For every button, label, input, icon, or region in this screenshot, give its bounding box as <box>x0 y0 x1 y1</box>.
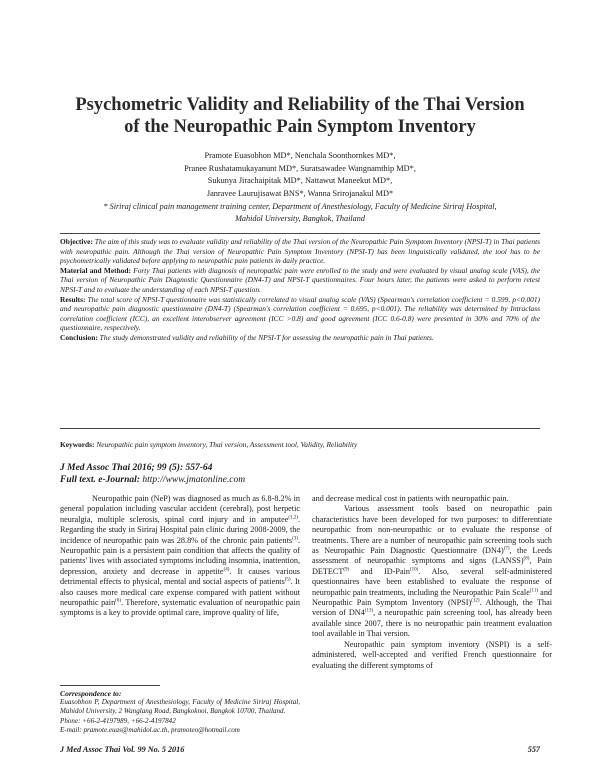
affiliation-line: * Siriraj clinical pain management training center, Department of Anesthesiology, Faculty of Medicine Siriraj Hospital, <box>103 202 497 211</box>
results-text: The total score of NPSI-T questionnaire was statistically correlated to visual analog scale (VAS) (Spearman's correlation coefficient = 0.599, p<0.001) and neuropathic pain diagnostic questionnaire (DN4-T) (Spearman's correlation coefficient = 0.695, p<0.001). The reliability was determined by Intraclass correlation coefficient (ICC), an excellent interobserver agreement (ICC >0.8) and good agreement (ICC 0.6-0.8) were presented in 30% and 70% of the questionnaire, respectively. <box>60 294 540 333</box>
page-number: 557 <box>527 745 540 754</box>
affiliation-line: Mahidol University, Bangkok, Thailand <box>235 213 365 223</box>
body-paragraph: Neuropathic pain (NeP) was diagnosed as much as 6.8-8.2% in general population including vascular accident (cerebral), post herpetic neuralgia, multiple sclerosis, spinal cord injury and in amputee$^{(1,2)}$. Regarding the study in Siriraj Hospital pain clinic during 2008-2009, the incidence of neuropathic pain was 28.8% of the chronic pain patients$^{(3)}$. Neuropathic pain is a persistent pain condition that affects the quality of patients' lives with associated symptoms including insomnia, inattention, depression, anxiety and decrease in appetite$^{(4)}$. It causes various detrimental effects to physical, mental and social aspects of patients$^{(5)}$. It also causes more medical care expense compared with patient without neuropathic pain$^{(6)}$. Therefore, systematic evaluation of neuropathic pain symptoms is a key to provide optimal care, improve quality of life, <box>60 494 300 618</box>
reference-mark: (12) <box>471 598 480 604</box>
fulltext-label: Full text. e-Journal: <box>60 475 140 485</box>
abstract-objective <box>60 237 540 266</box>
reference-mark: (6) <box>115 598 122 604</box>
reference-mark: (4) <box>223 567 230 573</box>
correspondence-heading: Correspondence to: <box>60 689 122 698</box>
title-line: of the Neuropathic Pain Symptom Inventory <box>124 117 476 137</box>
abstract-bottom-rule <box>60 428 540 429</box>
reference-mark: (3) <box>292 535 298 541</box>
keywords <box>60 440 540 450</box>
keywords-text: Neuropathic pain symptom inventory, Thai version, Assessment tool, Validity, Reliability <box>94 440 358 449</box>
abstract-methods <box>60 266 540 295</box>
article-title <box>60 94 540 138</box>
reference-mark: (5) <box>284 577 291 583</box>
reference-mark: (1,2) <box>288 515 298 521</box>
methods-text: Forty Thai patients with diagnosis of neuropathic pain were enrolled to the study and were evaluated by visual analog scale (VAS), the Thai version of Neuropathic Pain Diagnostic Questionnaire (DN4-T) and NPSI-T questionnaires. Four hours later, the patients were asked to perform retest NPSI-T and to evaluate the understanding of each NPSI-T question. <box>60 265 540 294</box>
reference-mark: (13) <box>364 608 374 614</box>
abstract-results <box>60 295 540 333</box>
results-label: Results: <box>60 294 86 304</box>
author-list <box>120 150 480 200</box>
title-line: Psychometric Validity and Reliability of the Thai Version <box>75 95 525 115</box>
citation: J Med Assoc Thai 2016; 99 (5): 557-64 <box>60 463 213 473</box>
conclusion-label: Conclusion: <box>60 332 98 342</box>
reference-mark: (10) <box>410 567 419 573</box>
journal-reference <box>60 462 540 486</box>
fulltext-link[interactable]: http://www.jmatonline.com <box>139 475 246 485</box>
author-line: Sukunya Jirachaipitak MD*, Nattawut Maneekut MD*, <box>207 176 393 186</box>
author-line: Janravee Laurujisawat BNS*, Wanna Srirojanakul MD* <box>206 188 394 198</box>
objective-label: Objective: <box>60 237 93 246</box>
author-line: Pramote Euasobhon MD*, Nenchala Soonthornkes MD*, <box>204 151 396 160</box>
abstract-top-rule <box>60 233 540 234</box>
conclusion-text: The study demonstrated validity and reliability of the NPSI-T for assessing the neuropathic pain in Thai patients. <box>97 332 434 342</box>
body-paragraph: and decrease medical cost in patients with neuropathic pain. <box>312 494 509 503</box>
footer-journal: J Med Assoc Thai Vol. 99 No. 5 2016 <box>60 745 185 754</box>
right-column <box>312 494 552 671</box>
reference-mark: (9) <box>343 567 350 573</box>
correspondence-rule <box>60 685 160 686</box>
correspondence <box>60 689 300 735</box>
body-paragraph: Neuropathic pain symptom inventory (NSPI) is a self-administered, well-accepted and verified French questionnaire for evaluating the different symptoms of <box>312 639 552 670</box>
correspondence-phone: Phone: +66-2-4197989, +66-2-4197842 <box>60 716 176 725</box>
reference-mark: (7) <box>503 546 510 552</box>
left-column <box>60 494 300 619</box>
abstract-conclusion <box>60 333 540 343</box>
keywords-label: Keywords: <box>60 440 95 449</box>
body-paragraph: Various assessment tools based on neuropathic pain characteristics have been developed for two purposes: to differentiate neuropathic from non-neuropathic or to evaluate the response of treatments. There are a number of neuropathic pain screening tools such as Neuropathic Pain Diagnostic Questionnaire $(DN4)^{(7)}$, the Leeds assessment of neuropathic symptoms and signs (LANSS)$^{(8)}$, Pain DETECT$^{(9)}$ and ID-Pain$^{(10)}$. Also, several self-administered questionnaires have been established to evaluate the response of neuropathic pain treatments, including the Neuropathic Pain Scale$^{(11)}$ and Neuropathic Pain Symptom Inventory (NPSI)$^{(12)}$. Although, the Thai version of DN4$^{(13)}$, a neuropathic pain screening tool, has already been available since 2007, there is no neuropathic pain treatment evaluation tool available in Thai version. <box>312 504 553 639</box>
page-footer <box>60 745 540 754</box>
affiliation <box>95 201 505 224</box>
objective-text: The aim of this study was to evaluate validity and reliability of the Thai version of the Neuropathic Pain Symptom Inventory (NPSI-T) in Thai patients with neuropathic pain. Although the Thai version of Neuropathic Pain Symptom Inventory (NPSI-T) has been linguistically validated, the tool has to be psychometrically validated before applying to neuropathic pain patients in daily practice. <box>60 237 540 266</box>
correspondence-address: Euasobhon P, Department of Anesthesiology, Faculty of Medicine Siriraj Hospital, Mahidol University, 2 Wanglang Road, Bangkoknoi, Bangkok 10700, Thailand. <box>60 698 300 716</box>
methods-label: Material and Method: <box>60 265 131 275</box>
reference-mark: (11) <box>529 587 538 593</box>
correspondence-email[interactable]: E-mail: pramote.euas@mahidol.ac.th, pramoteo@hotmail.com <box>60 725 240 734</box>
abstract <box>60 237 540 343</box>
author-line: Pranee Rushatamukayanunt MD*, Suratsawadee Wangnamthip MD*, <box>184 163 416 173</box>
fulltext-line <box>60 474 540 486</box>
reference-mark: (8) <box>523 556 530 562</box>
